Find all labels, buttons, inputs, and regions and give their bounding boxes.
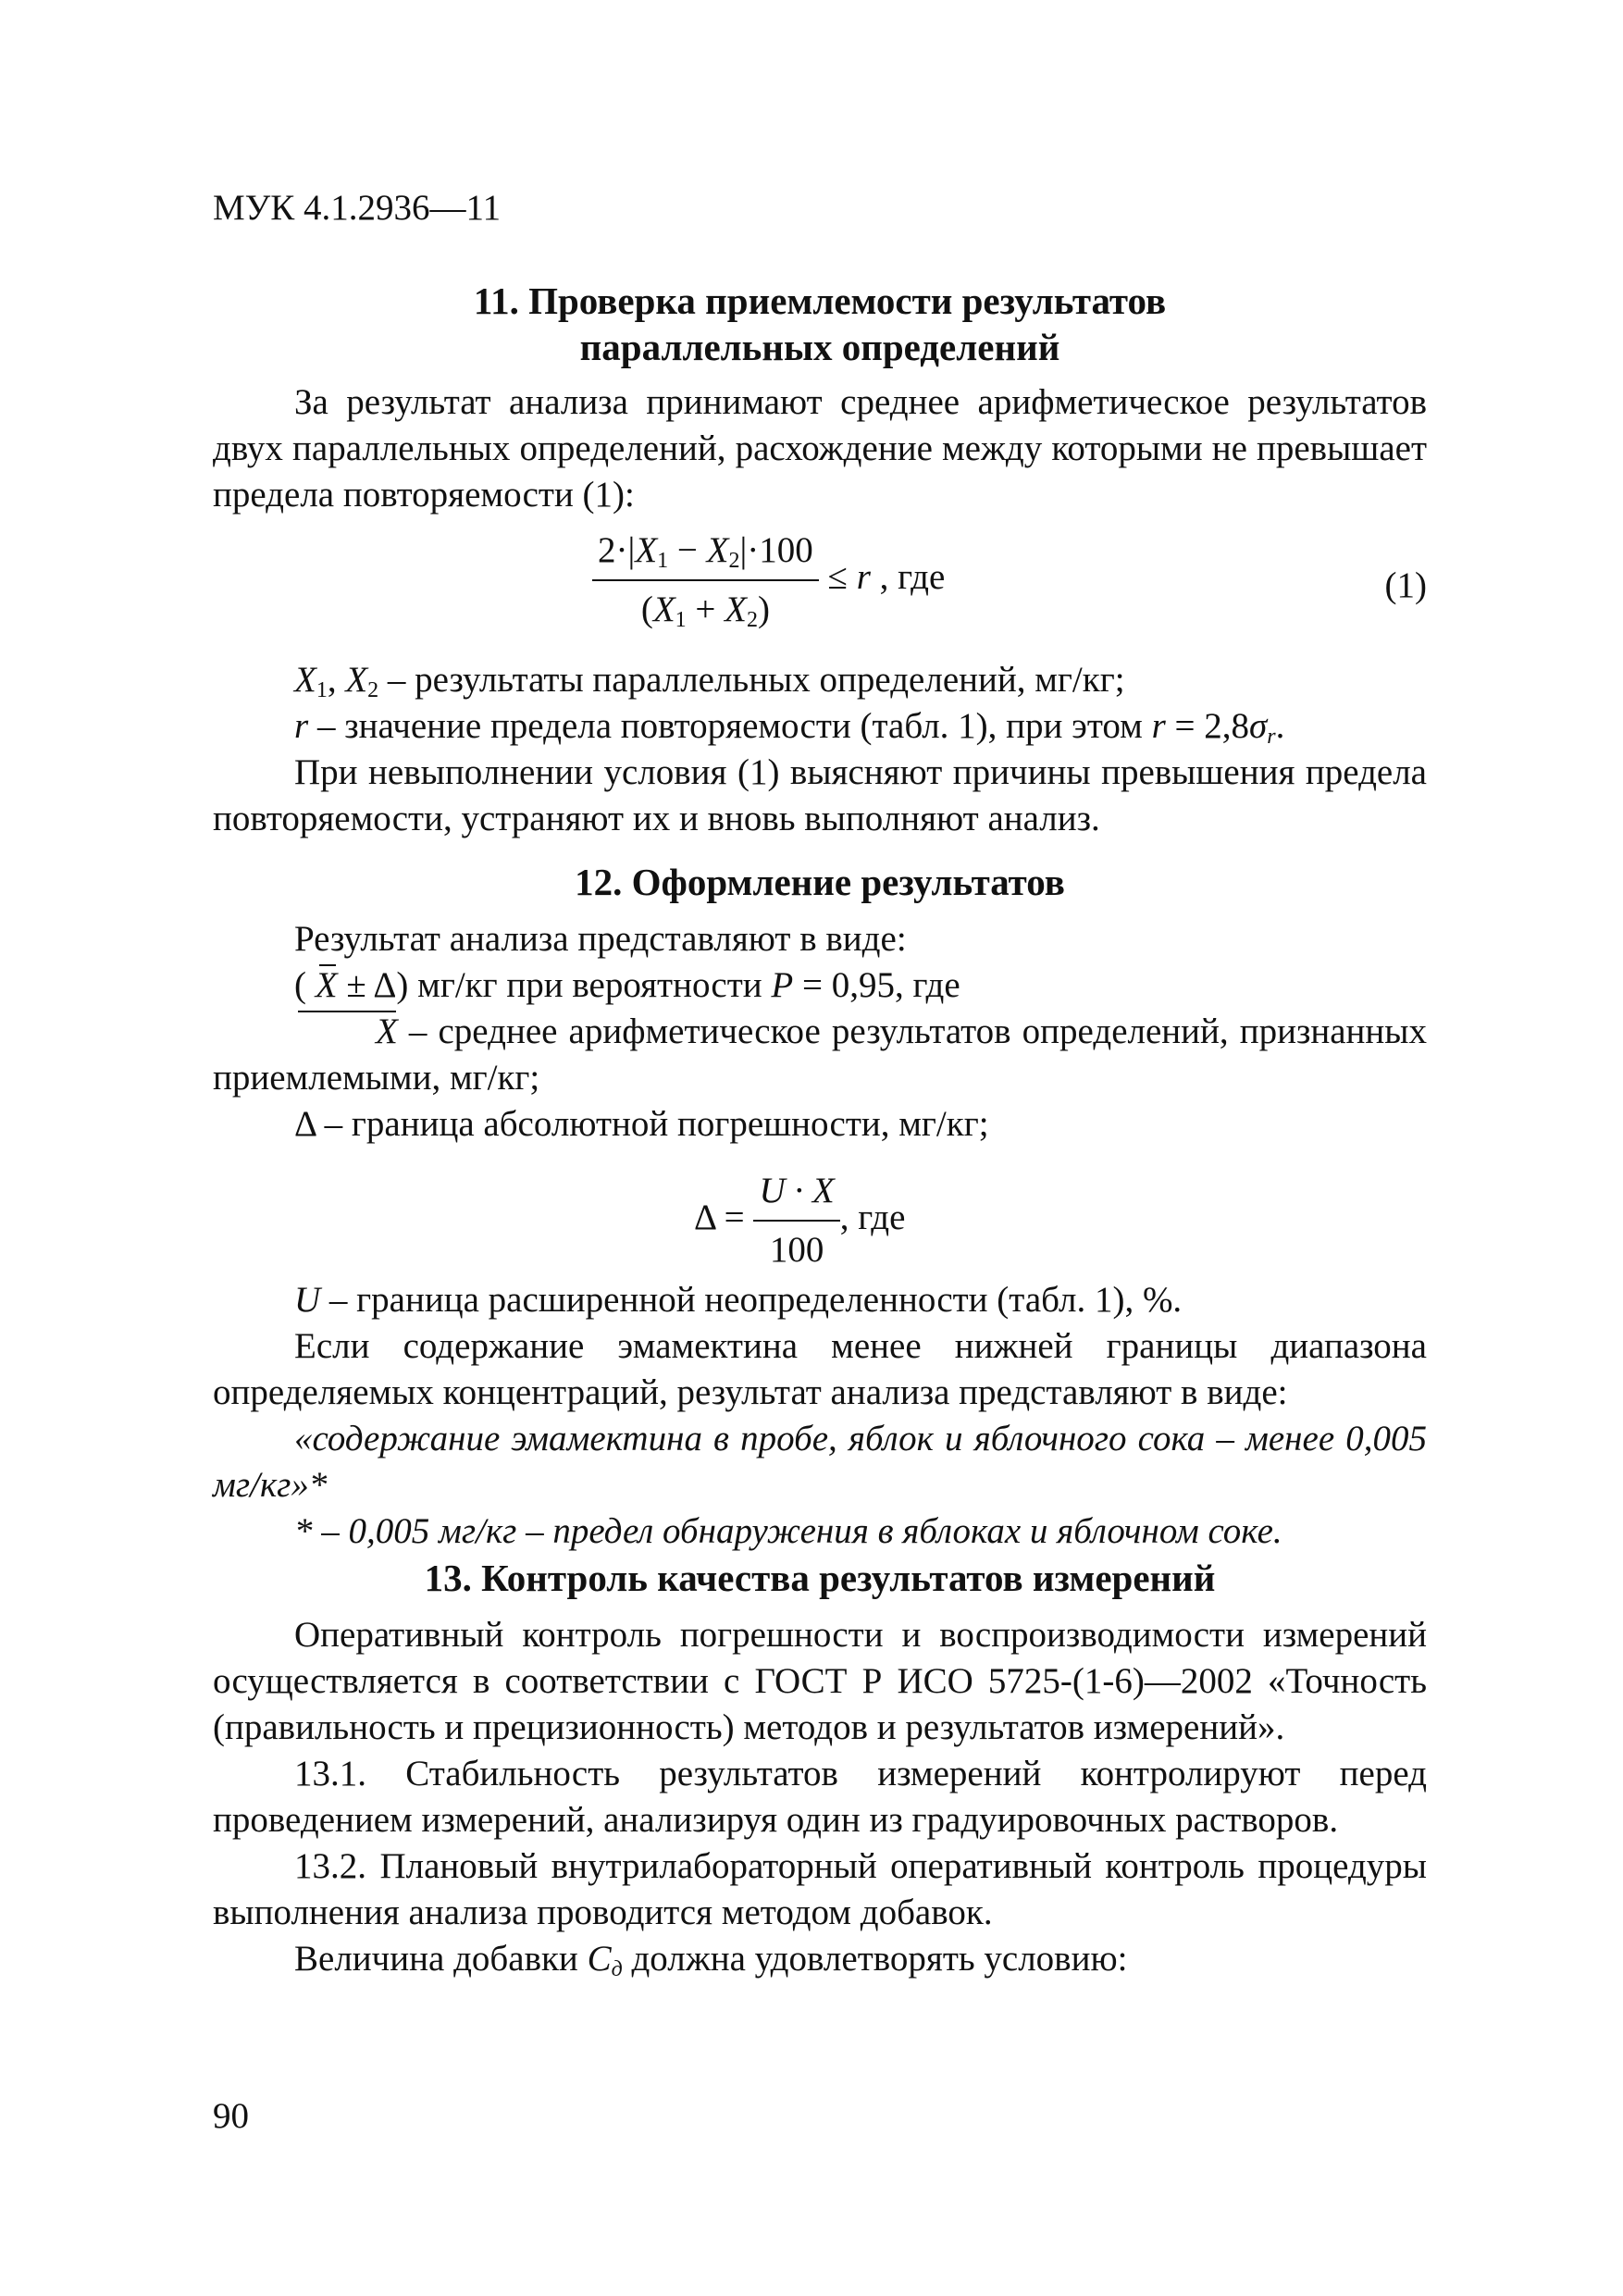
section-13-p3: 13.2. Плановый внутрилабораторный оперативный контроль процедуры выполнения анализа проводится методом добавок. [213,1846,1427,1932]
section-11-title-line2: параллельных определений [579,326,1060,368]
section-11-title-line1: 11. Проверка приемлемости результатов [473,279,1167,322]
section-12-continued [213,1277,1427,1555]
low-content-paragraph: Если содержание эмамектина менее нижней границы диапазона определяемых концентраций, результат анализа представляют в виде: [213,1326,1427,1412]
section-13-p1: Оперативный контроль погрешности и воспроизводимости измерений осуществляется в соответствии с ГОСТ Р ИСО 5725-(1-6)—2002 «Точность (правильность и прецизионность) методов и результатов измерений». [213,1615,1427,1747]
delta-fraction: $\frac{U \cdot X}{100}$ [753,1168,839,1273]
section-13-title: 13. Контроль качества результатов измерений [424,1557,1216,1599]
delta-formula-body: Δ = $\frac{U \cdot X}{100}$ , где [694,1168,905,1273]
section-11-definitions [213,657,1427,842]
def-x: $X_1$, $X_2$ – результаты параллельных определений, мг/кг; [294,660,1125,702]
formula-1-denominator: $(X_1 + X_2)$ [640,590,770,632]
formula-1-body: $\frac{2\cdot|X_1 - X_2|\cdot 100}{(X_1 + X_2)}$ ≤ r , где [592,527,945,633]
section-13-p2: 13.1. Стабильность результатов измерений контролируют перед проведением измерений, анализируя один из градуировочных растворов. [213,1754,1427,1840]
page-number: 90 [213,2096,249,2136]
section-12-body [213,916,1427,1148]
delta-definition: Δ – граница абсолютной погрешности, мг/кг; [294,1104,989,1144]
footnote: * – 0,005 мг/кг – предел обнаружения в яблоках и яблочном соке. [294,1511,1282,1551]
formula-1-fraction [592,527,819,633]
result-quote: «содержание эмамектина в пробе, яблок и яблочного сока – менее 0,005 мг/кг»* [213,1419,1427,1505]
delta-formula [213,1168,1427,1270]
section-12-title: 12. Оформление результатов [575,861,1065,903]
section-11-intro [213,379,1427,518]
present-line: Результат анализа представляют в виде: [294,919,907,959]
formula-1-numerator: $2\cdot|X_1 - X_2|\cdot 100$ [592,527,819,581]
formula-1 [213,527,1427,648]
result-form-line: ( X ± Δ) мг/кг при вероятности P = 0,95, где [213,962,1427,1009]
formula-1-number: (1) [1384,565,1427,605]
fail-paragraph: При невыполнении условия (1) выясняют причины превышения предела повторяемости, устраняют их и вновь выполняют анализ. [213,752,1427,838]
section-13-p4: Величина добавки $C_д$ должна удовлетворять условию: [294,1939,1128,1981]
u-definition: U – граница расширенной неопределенности (табл. 1), %. [294,1280,1183,1320]
def-r: r – значение предела повторяемости (табл. 1), при этом $r = 2,8\sigma_r$. [294,706,1285,749]
document-code: МУК 4.1.2936—11 [213,188,502,228]
intro-paragraph: За результат анализа принимают среднее арифметическое результатов двух параллельных определений, расхождение между которыми не превышает предела повторяемости (1): [213,382,1427,515]
xbar-definition: X – среднее арифметическое результатов определений, признанных приемлемыми, мг/кг; [213,1009,1427,1101]
section-13-body [213,1612,1427,1982]
